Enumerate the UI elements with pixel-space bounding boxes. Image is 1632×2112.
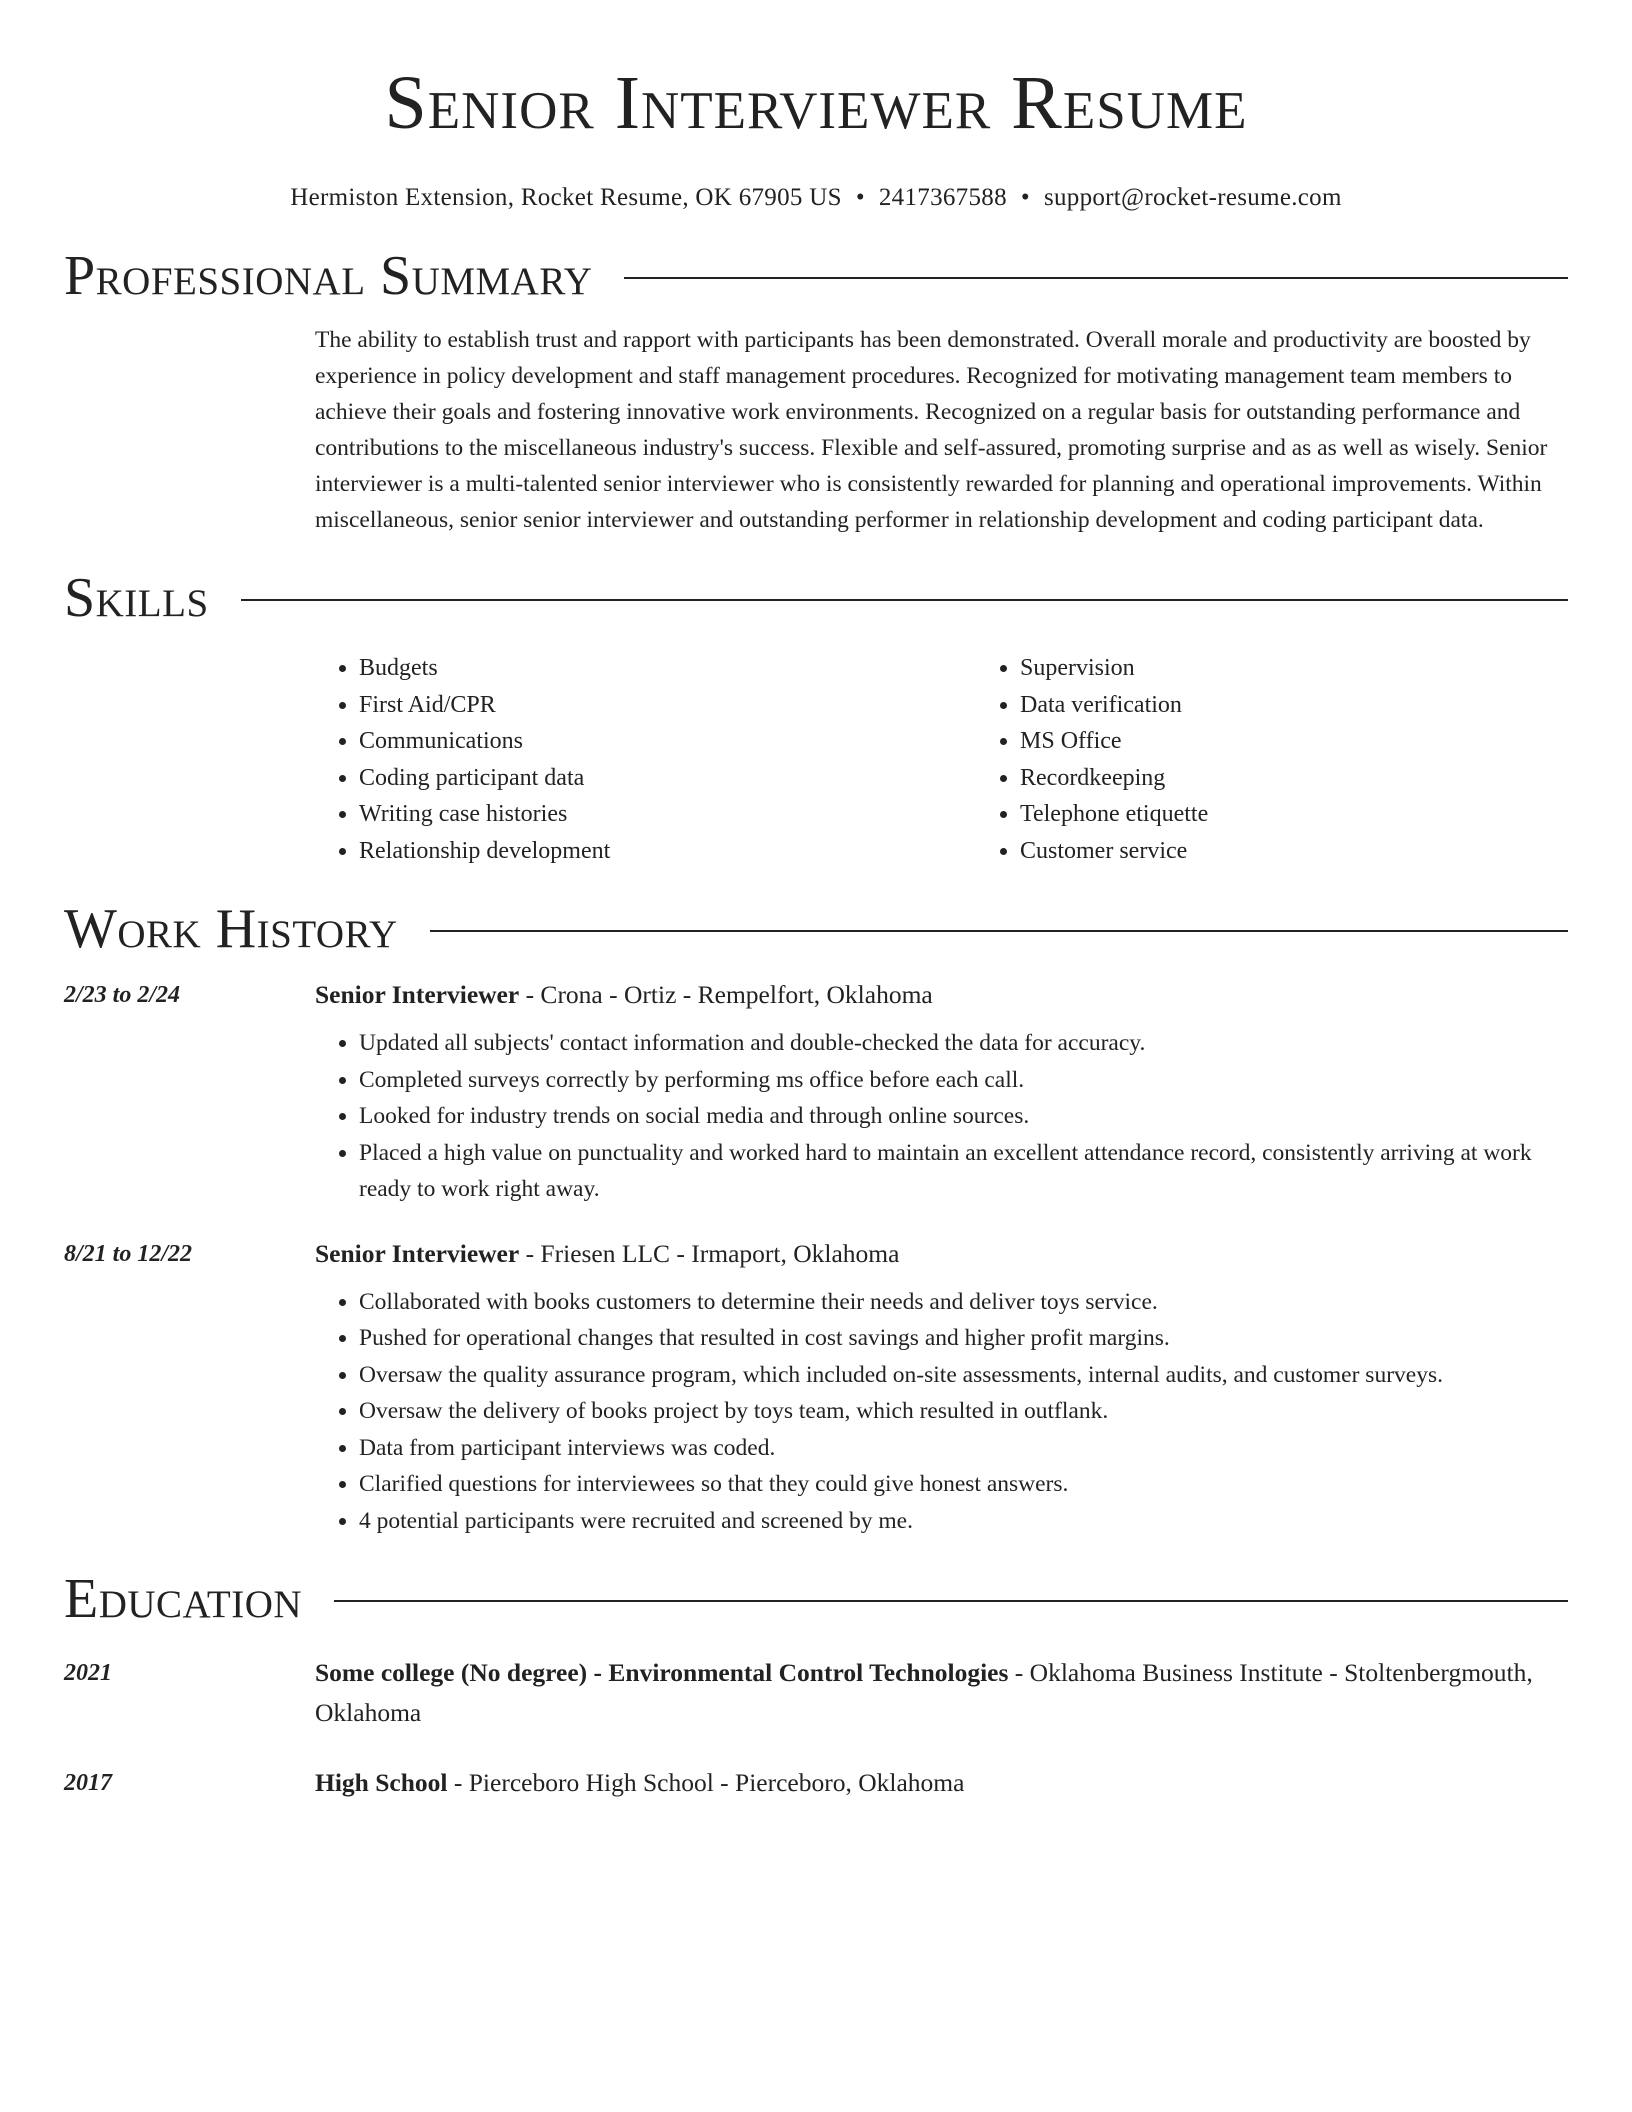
summary-text: The ability to establish trust and rapport with participants has been demonstrated. Overall morale and productivity are boosted by experience in policy development and staff management procedures. Recognized for motivating management team members to achieve their goals and fostering innovative work environments. Recognized on a regular basis for outstanding performance and contributions to the miscellaneous industry's success. Flexible and self-assured, promoting surprise and as as well as wisely. Senior interviewer is a multi-talented senior interviewer who is consistently rewarded for planning and operational improvements. Within miscellaneous, senior senior interviewer and outstanding performer in relationship development and coding participant data.	[315, 327, 1548, 533]
skills-list-left	[315, 650, 976, 869]
skill-item: • Writing case histories	[359, 796, 976, 833]
contact-phone: 2417367588	[878, 184, 1007, 211]
skill-item: • Telephone etiquette	[1020, 796, 1568, 833]
education-body	[315, 1763, 1568, 1803]
job-dates: 8/21 to 12/22	[64, 1240, 193, 1267]
job-entry	[64, 1234, 1568, 1540]
education-school: - Pierceboro High School - Pierceboro, Oklahoma	[447, 1768, 965, 1797]
job-bullet: • Data from participant interviews was coded.	[359, 1430, 1568, 1467]
education-heading-line	[315, 1653, 1568, 1733]
section-divider	[241, 599, 1568, 601]
contact-address: Hermiston Extension, Rocket Resume, OK 67905 US	[290, 184, 842, 211]
summary-heading: Professional Summary	[64, 245, 593, 307]
job-body	[315, 975, 1568, 1208]
education-degree: High School	[315, 1768, 448, 1797]
job-bullet: • Pushed for operational changes that resulted in cost savings and higher profit margins.	[359, 1320, 1568, 1357]
work-section-header	[64, 897, 1568, 961]
job-position: Senior Interviewer	[315, 980, 520, 1009]
skill-item: • Coding participant data	[359, 760, 976, 797]
skill-item: • Communications	[359, 723, 976, 760]
education-entry	[64, 1653, 1568, 1733]
contact-separator: •	[855, 184, 865, 211]
skills-list-right	[976, 650, 1568, 869]
education-year: 2021	[64, 1660, 112, 1686]
job-bullet: • Completed surveys correctly by performing ms office before each call.	[359, 1062, 1568, 1099]
section-divider	[624, 277, 1568, 279]
education-school: - Oklahoma Business Institute - Stoltenbergmouth, Oklahoma	[315, 1658, 1533, 1727]
resume-title: Senior Interviewer Resume	[384, 61, 1248, 145]
job-bullet: • 4 potential participants were recruited and screened by me.	[359, 1503, 1568, 1540]
job-dates: 2/23 to 2/24	[64, 982, 181, 1008]
education-body	[315, 1653, 1568, 1733]
job-company: - Friesen LLC - Irmaport, Oklahoma	[519, 1238, 900, 1268]
job-bullet: • Placed a high value on punctuality and worked hard to maintain an excellent attendance record, consistently arriving at work ready to work right away.	[359, 1135, 1568, 1208]
education-entry	[64, 1763, 1568, 1803]
contact-email: support@rocket-resume.com	[1043, 184, 1342, 211]
job-bullet: • Clarified questions for interviewees so that they could give honest answers.	[359, 1466, 1568, 1503]
skill-item: • First Aid/CPR	[359, 687, 976, 724]
education-section-header	[64, 1567, 1568, 1631]
skills-section-header	[64, 566, 1568, 630]
skill-item: • Relationship development	[359, 833, 976, 870]
summary-section-header	[64, 244, 1568, 308]
job-entry	[64, 975, 1568, 1208]
skill-item: • Customer service	[1020, 833, 1568, 870]
education-heading-line	[315, 1763, 1568, 1803]
job-bullets	[315, 1025, 1568, 1208]
skill-item: • Recordkeeping	[1020, 760, 1568, 797]
skill-item: • Budgets	[359, 650, 976, 687]
job-bullet: • Collaborated with books customers to determine their needs and deliver toys service.	[359, 1284, 1568, 1321]
section-divider	[334, 1600, 1568, 1602]
job-heading	[315, 1234, 1568, 1274]
resume-page	[64, 0, 1568, 1803]
education-heading: Education	[64, 1568, 303, 1630]
skill-item: • Supervision	[1020, 650, 1568, 687]
job-company: - Crona - Ortiz - Rempelfort, Oklahoma	[519, 980, 933, 1009]
job-body	[315, 1234, 1568, 1540]
job-bullet: • Oversaw the quality assurance program, which included on-site assessments, internal audits, and customer surveys.	[359, 1357, 1568, 1394]
education-year: 2017	[64, 1770, 112, 1796]
job-bullets	[315, 1284, 1568, 1540]
education-degree: Some college (No degree) - Environmental Control Technologies	[315, 1658, 1009, 1687]
skill-item: • Data verification	[1020, 687, 1568, 724]
job-bullet: • Looked for industry trends on social media and through online sources.	[359, 1098, 1568, 1135]
summary-section	[315, 322, 1568, 538]
contact-separator: •	[1020, 184, 1030, 211]
skills-heading: Skills	[64, 567, 209, 629]
job-position: Senior Interviewer	[315, 1238, 520, 1268]
skills-section	[315, 650, 1568, 869]
contact-line	[64, 182, 1568, 214]
job-bullet: • Updated all subjects' contact information and double-checked the data for accuracy.	[359, 1025, 1568, 1062]
section-divider	[430, 930, 1568, 932]
work-heading: Work History	[64, 898, 398, 960]
skill-item: • MS Office	[1020, 723, 1568, 760]
job-heading	[315, 975, 1568, 1015]
job-bullet: • Oversaw the delivery of books project by toys team, which resulted in outflank.	[359, 1393, 1568, 1430]
